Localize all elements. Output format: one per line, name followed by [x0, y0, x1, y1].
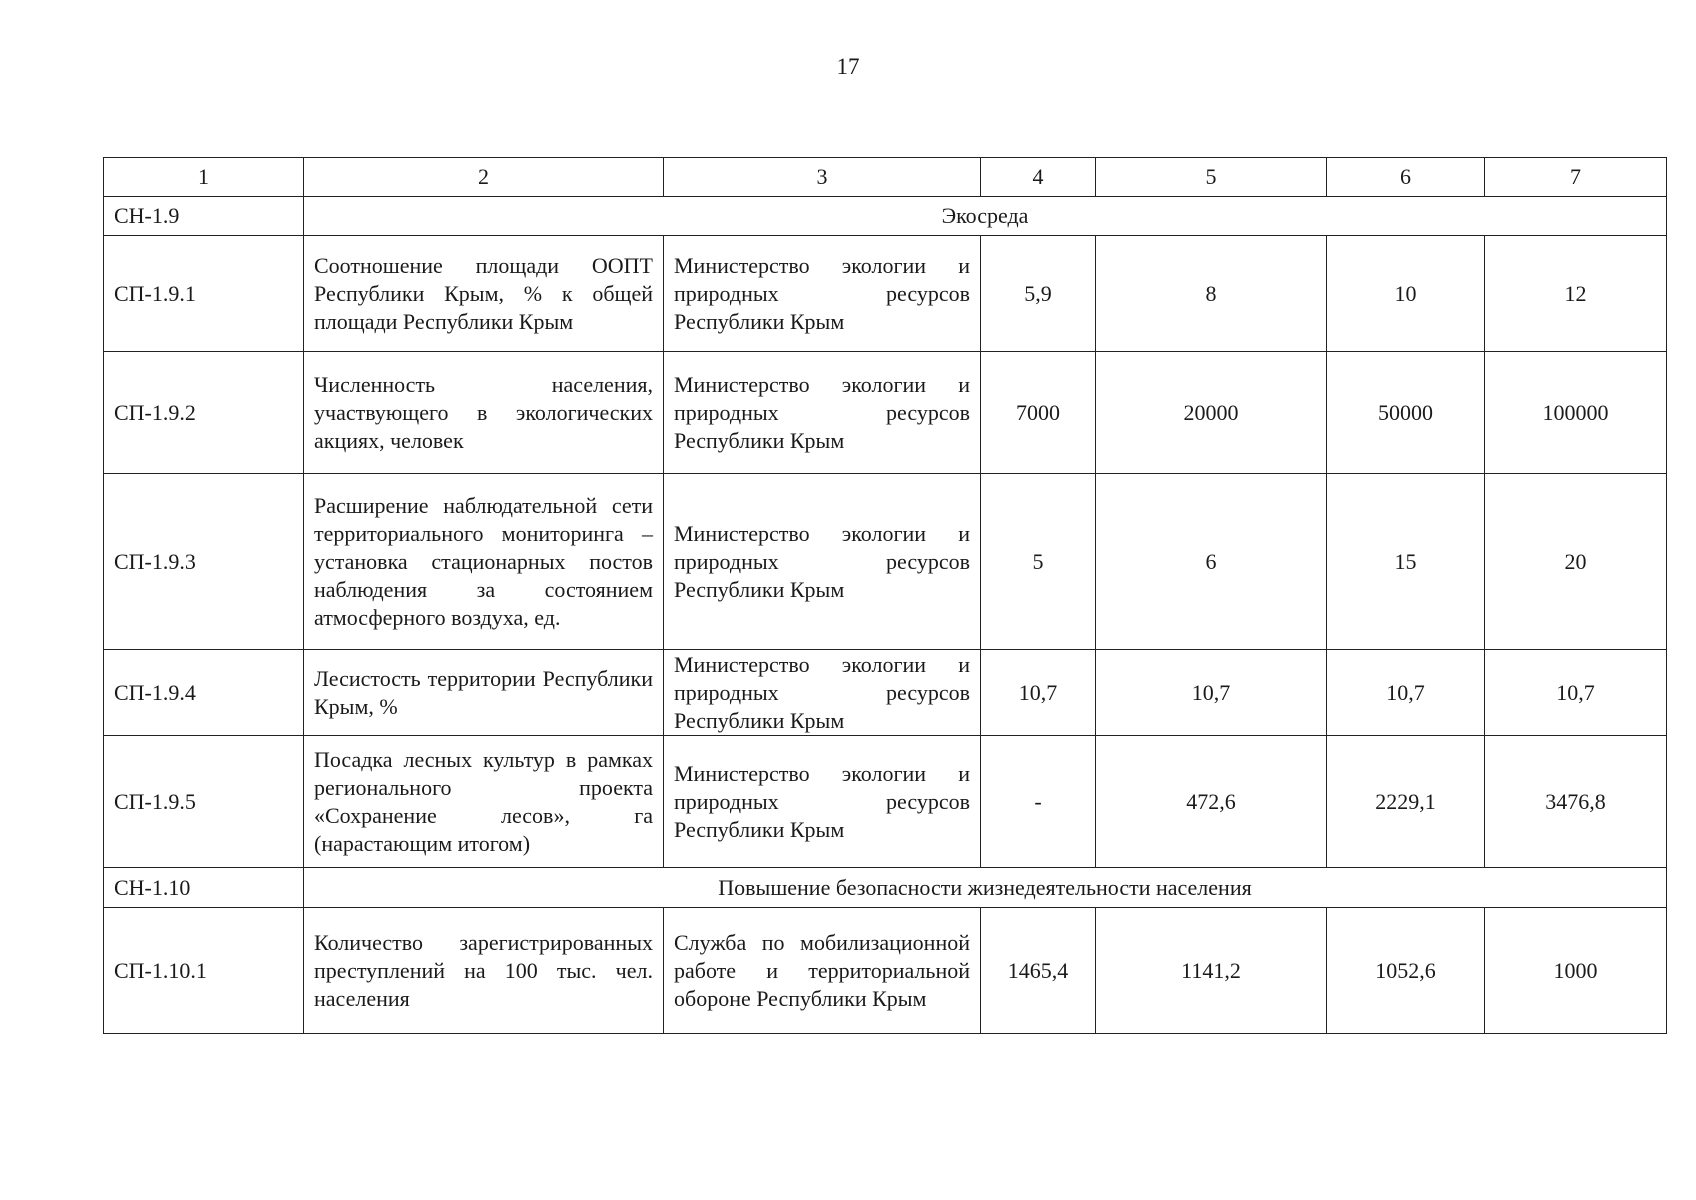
column-number: 4: [981, 158, 1096, 197]
table-row: [104, 650, 1667, 736]
page-number: 17: [836, 54, 860, 79]
responsible-body: Служба по мобилизационной работе и территориальной обороне Республики Крым: [664, 908, 981, 1034]
value-col-4: 5: [981, 474, 1096, 650]
column-number: 1: [104, 158, 304, 197]
value-col-5: 20000: [1096, 352, 1327, 474]
section-title: Повышение безопасности жизнедеятельности населения: [304, 868, 1667, 908]
value-col-4: 5,9: [981, 236, 1096, 352]
indicator-code: СП-1.9.5: [104, 736, 304, 868]
column-number: 3: [664, 158, 981, 197]
indicator-name: Расширение наблюдательной сети территориального мониторинга – установка стационарных постов наблюдения за состоянием атмосферного воздуха, ед.: [304, 474, 664, 650]
value-col-7: 3476,8: [1485, 736, 1667, 868]
indicator-name: Количество зарегистрированных преступлений на 100 тыс. чел. населения: [304, 908, 664, 1034]
value-col-5: 6: [1096, 474, 1327, 650]
value-col-4: 1465,4: [981, 908, 1096, 1034]
indicator-code: СП-1.9.4: [104, 650, 304, 736]
value-col-7: 20: [1485, 474, 1667, 650]
table-row: [104, 736, 1667, 868]
value-col-6: 1052,6: [1327, 908, 1485, 1034]
table-row: [104, 352, 1667, 474]
value-col-5: 10,7: [1096, 650, 1327, 736]
section-row: [104, 197, 1667, 236]
section-code: СН-1.10: [104, 868, 304, 908]
value-col-7: 10,7: [1485, 650, 1667, 736]
indicator-name: Лесистость территории Республики Крым, %: [304, 650, 664, 736]
indicator-name: Соотношение площади ООПТ Республики Крым, % к общей площади Республики Крым: [304, 236, 664, 352]
responsible-body: Министерство экологии и природных ресурсов Республики Крым: [664, 236, 981, 352]
value-col-6: 2229,1: [1327, 736, 1485, 868]
value-col-6: 15: [1327, 474, 1485, 650]
indicator-name: Посадка лесных культур в рамках регионального проекта «Сохранение лесов», га (нарастающим итогом): [304, 736, 664, 868]
section-title: Экосреда: [304, 197, 1667, 236]
value-col-6: 10: [1327, 236, 1485, 352]
indicator-code: СП-1.9.2: [104, 352, 304, 474]
responsible-body: Министерство экологии и природных ресурсов Республики Крым: [664, 474, 981, 650]
value-col-5: 472,6: [1096, 736, 1327, 868]
section-code: СН-1.9: [104, 197, 304, 236]
table-row: [104, 474, 1667, 650]
value-col-5: 1141,2: [1096, 908, 1327, 1034]
responsible-body: Министерство экологии и природных ресурсов Республики Крым: [664, 736, 981, 868]
column-number-row: [104, 158, 1667, 197]
value-col-4: 10,7: [981, 650, 1096, 736]
indicator-code: СП-1.9.3: [104, 474, 304, 650]
section-row: [104, 868, 1667, 908]
indicators-table: [103, 157, 1667, 1034]
value-col-7: 12: [1485, 236, 1667, 352]
column-number: 2: [304, 158, 664, 197]
column-number: 6: [1327, 158, 1485, 197]
responsible-body: Министерство экологии и природных ресурсов Республики Крым: [664, 650, 981, 736]
indicator-name: Численность населения, участвующего в экологических акциях, человек: [304, 352, 664, 474]
table-row: [104, 908, 1667, 1034]
value-col-6: 50000: [1327, 352, 1485, 474]
indicator-code: СП-1.10.1: [104, 908, 304, 1034]
column-number: 5: [1096, 158, 1327, 197]
column-number: 7: [1485, 158, 1667, 197]
table-row: [104, 236, 1667, 352]
indicator-code: СП-1.9.1: [104, 236, 304, 352]
value-col-5: 8: [1096, 236, 1327, 352]
value-col-7: 1000: [1485, 908, 1667, 1034]
value-col-6: 10,7: [1327, 650, 1485, 736]
responsible-body: Министерство экологии и природных ресурсов Республики Крым: [664, 352, 981, 474]
value-col-4: -: [981, 736, 1096, 868]
value-col-7: 100000: [1485, 352, 1667, 474]
value-col-4: 7000: [981, 352, 1096, 474]
